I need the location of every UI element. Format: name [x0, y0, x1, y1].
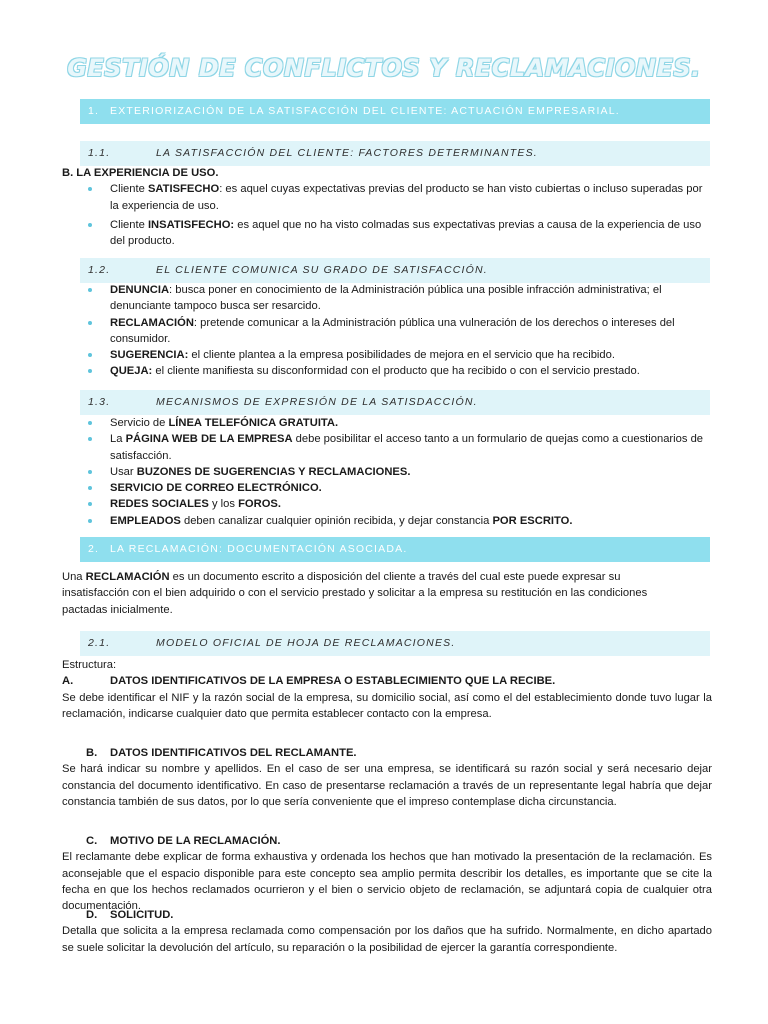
communication-list [84, 282, 712, 380]
section-2-header [80, 537, 710, 562]
section-number: 1.1. [88, 147, 111, 160]
section-1-3-header [80, 390, 710, 415]
structure-block-c [62, 833, 712, 914]
section-number: 1.2. [88, 264, 111, 277]
experience-heading: B. LA EXPERIENCIA DE USO. [62, 167, 219, 179]
list-item: Cliente SATISFECHO: es aquel cuyas expectativas previas del producto se han visto cubiertas o incluso superadas por la experiencia de uso. [84, 181, 712, 214]
structure-block-d [62, 907, 712, 956]
section-title: MODELO OFICIAL DE HOJA DE RECLAMACIONES. [156, 637, 456, 650]
part-c-heading: C. MOTIVO DE LA RECLAMACIÓN. [86, 835, 281, 847]
section-number: 1. [88, 105, 100, 118]
section-number: 2. [88, 543, 100, 556]
list-item: Cliente INSATISFECHO: es aquel que no ha visto colmadas sus expectativas previas a causa de la experiencia de uso del producto. [84, 217, 712, 250]
part-b-heading: B. DATOS IDENTIFICATIVOS DEL RECLAMANTE. [86, 747, 357, 759]
list-item: Usar BUZONES DE SUGERENCIAS Y RECLAMACIONES. [84, 464, 712, 480]
list-item: SERVICIO DE CORREO ELECTRÓNICO. [84, 480, 712, 496]
section-title: LA SATISFACCIÓN DEL CLIENTE: FACTORES DETERMINANTES. [156, 147, 538, 160]
section-title: EL CLIENTE COMUNICA SU GRADO DE SATISFACCIÓN. [156, 264, 488, 277]
section-number: 1.3. [88, 396, 111, 409]
part-d-heading: D. SOLICITUD. [86, 909, 174, 921]
part-a-heading: A. DATOS IDENTIFICATIVOS DE LA EMPRESA O ESTABLECIMIENTO QUE LA RECIBE. [62, 675, 556, 688]
document-title: GESTIÓN DE CONFLICTOS Y RECLAMACIONES. [67, 54, 701, 82]
part-c-body: El reclamante debe explicar de forma exhaustiva y ordenada los hechos que han motivado la presentación de la reclamación. Es aconsejable que el espacio disponible para este concepto sea amplio permita describir los detalles, es importante que se cite la fecha en que los hechos reclamados ocurrieron y el bien o servicio objeto de reclamación, se adjuntará copia de cualquier otra documentación. [62, 851, 712, 913]
part-a-body: Se debe identificar el NIF y la razón social de la empresa, su domicilio social, así como el del establecimiento donde tuvo lugar la reclamación, indicarse cualquier dato que permita establecer contacto con la empresa. [62, 691, 712, 720]
section-1-2-header [80, 258, 710, 283]
list-item: SUGERENCIA: el cliente plantea a la empresa posibilidades de mejora en el servicio que ha recibido. [84, 347, 712, 363]
section-title: LA RECLAMACIÓN: DOCUMENTACIÓN ASOCIADA. [110, 543, 408, 556]
experience-block [62, 165, 712, 249]
structure-block-b [62, 745, 712, 810]
section-2-1-header [80, 631, 710, 656]
section-number: 2.1. [88, 637, 111, 650]
structure-block-a [62, 657, 712, 722]
list-item: Servicio de LÍNEA TELEFÓNICA GRATUITA. [84, 415, 712, 431]
section-title: EXTERIORIZACIÓN DE LA SATISFACCIÓN DEL CLIENTE: ACTUACIÓN EMPRESARIAL. [110, 105, 620, 118]
part-d-body: Detalla que solicita a la empresa reclamada como compensación por los daños que ha sufrido. Normalmente, en dicho apartado se suele solicitar la devolución del artículo, su reparación o la posibilidad de ejercer la garantía correspondiente. [62, 925, 712, 954]
section-1-header [80, 99, 710, 124]
structure-label: Estructura: [62, 659, 117, 671]
list-item: DENUNCIA: busca poner en conocimiento de la Administración pública una posible infracción administrativa; el denunciante tampoco busca ser resarcido. [84, 282, 712, 315]
section-1-1-header [80, 141, 710, 166]
experience-list [84, 181, 712, 249]
list-item: REDES SOCIALES y los FOROS. [84, 496, 712, 512]
part-b-body: Se hará indicar su nombre y apellidos. En el caso de ser una empresa, se identificará su razón social y será necesario dejar constancia del documento identificativo. En caso de presentarse reclamación a través de un representante legal habría que dejar constancia también de sus datos, por lo que sería conveniente que el impreso contemplase dicha circunstancia. [62, 763, 712, 808]
list-item: La PÁGINA WEB DE LA EMPRESA debe posibilitar el acceso tanto a un formulario de quejas como a cuestionarios de satisfacción. [84, 431, 712, 464]
reclamation-intro: Una RECLAMACIÓN es un documento escrito a disposición del cliente a través del cual este puede expresar su insatisfacción con el bien adquirido o con el servicio prestado y solicitar a la empresa su restitución en las condiciones pactadas inicialmente. [62, 571, 648, 616]
list-item: QUEJA: el cliente manifiesta su disconformidad con el producto que ha recibido o con el servicio prestado. [84, 363, 712, 379]
list-item: RECLAMACIÓN: pretende comunicar a la Administración pública una vulneración de los derechos o intereses del consumidor. [84, 315, 712, 348]
section-title: MECANISMOS DE EXPRESIÓN DE LA SATISDACCIÓN. [156, 396, 478, 409]
list-item: EMPLEADOS deben canalizar cualquier opinión recibida, y dejar constancia POR ESCRITO. [84, 513, 712, 529]
mechanisms-list [84, 415, 712, 529]
